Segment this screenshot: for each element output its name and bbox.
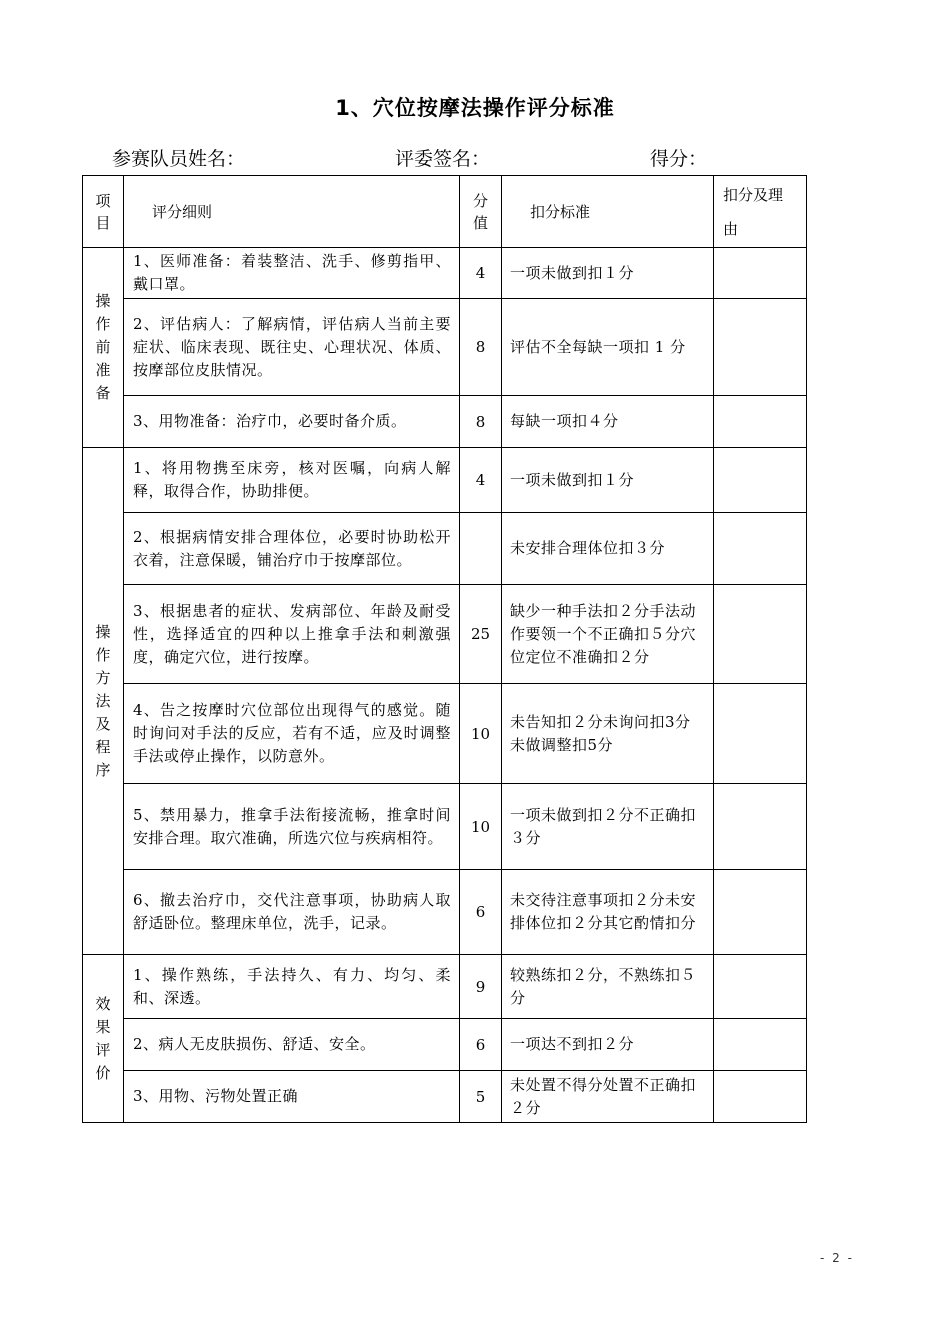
category-label: 操作前准备 bbox=[95, 292, 111, 402]
reason-cell[interactable] bbox=[714, 1019, 807, 1071]
detail-cell: 2、评估病人：了解病情，评估病人当前主要症状、临床表现、既往史、心理状况、体质、按摩部位皮肤情况。 bbox=[124, 299, 460, 396]
reason-cell[interactable] bbox=[714, 248, 807, 299]
detail-cell: 1、操作熟练，手法持久、有力、均匀、柔和、深透。 bbox=[124, 955, 460, 1019]
header-detail: 评分细则 bbox=[124, 176, 460, 248]
table-row bbox=[83, 684, 807, 784]
header-reason: 扣分及理由 bbox=[714, 176, 807, 248]
score-cell: 4 bbox=[460, 248, 502, 299]
score-cell: 10 bbox=[460, 784, 502, 870]
table-row bbox=[83, 784, 807, 870]
score-cell: 10 bbox=[460, 684, 502, 784]
reason-cell[interactable] bbox=[714, 784, 807, 870]
reason-cell[interactable] bbox=[714, 299, 807, 396]
header-item: 项目 bbox=[83, 176, 124, 248]
table-row bbox=[83, 870, 807, 955]
header-standard: 扣分标准 bbox=[502, 176, 714, 248]
score-cell bbox=[460, 513, 502, 585]
standard-cell: 未安排合理体位扣３分 bbox=[502, 513, 714, 585]
score-label: 得分： bbox=[650, 148, 708, 170]
header-score: 分值 bbox=[460, 176, 502, 248]
table-row bbox=[83, 513, 807, 585]
table-header-row bbox=[83, 176, 807, 248]
detail-cell: 3、用物准备：治疗巾，必要时备介质。 bbox=[124, 396, 460, 448]
standard-cell: 较熟练扣２分，不熟练扣５分 bbox=[502, 955, 714, 1019]
category-label: 效果评价 bbox=[95, 994, 111, 1082]
table-row bbox=[83, 396, 807, 448]
score-cell: 4 bbox=[460, 448, 502, 513]
page-title: 1、穴位按摩法操作评分标准 bbox=[335, 96, 615, 120]
table-row bbox=[83, 955, 807, 1019]
detail-cell: 6、撤去治疗巾，交代注意事项，协助病人取舒适卧位。整理床单位，洗手，记录。 bbox=[124, 870, 460, 955]
standard-cell: 一项未做到扣１分 bbox=[502, 448, 714, 513]
reason-cell[interactable] bbox=[714, 448, 807, 513]
reason-cell[interactable] bbox=[714, 396, 807, 448]
standard-cell: 一项未做到扣２分不正确扣３分 bbox=[502, 784, 714, 870]
standard-cell: 缺少一种手法扣２分手法动作要领一个不正确扣５分穴位定位不准确扣２分 bbox=[502, 585, 714, 684]
detail-cell: 3、根据患者的症状、发病部位、年龄及耐受性，选择适宜的四种以上推拿手法和刺激强度，确定穴位，进行按摩。 bbox=[124, 585, 460, 684]
score-cell: 8 bbox=[460, 396, 502, 448]
score-cell: 6 bbox=[460, 870, 502, 955]
table-row bbox=[83, 299, 807, 396]
scoring-table bbox=[82, 175, 807, 1123]
standard-cell: 一项达不到扣２分 bbox=[502, 1019, 714, 1071]
reason-cell[interactable] bbox=[714, 585, 807, 684]
standard-cell: 未处置不得分处置不正确扣２分 bbox=[502, 1071, 714, 1123]
page-number: - 2 - bbox=[820, 1251, 854, 1265]
score-cell: 25 bbox=[460, 585, 502, 684]
table-row bbox=[83, 448, 807, 513]
reason-cell[interactable] bbox=[714, 955, 807, 1019]
detail-cell: 5、禁用暴力，推拿手法衔接流畅，推拿时间安排合理。取穴准确，所选穴位与疾病相符。 bbox=[124, 784, 460, 870]
category-label: 操作方法及程序 bbox=[95, 622, 111, 779]
score-cell: 6 bbox=[460, 1019, 502, 1071]
table-row bbox=[83, 1071, 807, 1123]
standard-cell: 一项未做到扣１分 bbox=[502, 248, 714, 299]
detail-cell: 3、用物、污物处置正确 bbox=[124, 1071, 460, 1123]
score-cell: 5 bbox=[460, 1071, 502, 1123]
contestant-name-label: 参赛队员姓名： bbox=[112, 148, 246, 170]
reason-cell[interactable] bbox=[714, 513, 807, 585]
standard-cell: 未交待注意事项扣２分未安排体位扣２分其它酌情扣分 bbox=[502, 870, 714, 955]
category-cell bbox=[83, 248, 124, 448]
score-cell: 9 bbox=[460, 955, 502, 1019]
table-row bbox=[83, 585, 807, 684]
detail-cell: 2、病人无皮肤损伤、舒适、安全。 bbox=[124, 1019, 460, 1071]
detail-cell: 1、医师准备：着装整洁、洗手、修剪指甲、戴口罩。 bbox=[124, 248, 460, 299]
table-row bbox=[83, 248, 807, 299]
judge-signature-label: 评委签名： bbox=[395, 148, 491, 170]
detail-cell: 2、根据病情安排合理体位，必要时协助松开衣着，注意保暖，铺治疗巾于按摩部位。 bbox=[124, 513, 460, 585]
standard-cell: 未告知扣２分未询问扣3分未做调整扣5分 bbox=[502, 684, 714, 784]
standard-cell: 每缺一项扣４分 bbox=[502, 396, 714, 448]
standard-cell: 评估不全每缺一项扣 1 分 bbox=[502, 299, 714, 396]
table-row bbox=[83, 1019, 807, 1071]
detail-cell: 1、将用物携至床旁，核对医嘱，向病人解释，取得合作，协助排便。 bbox=[124, 448, 460, 513]
reason-cell[interactable] bbox=[714, 1071, 807, 1123]
reason-cell[interactable] bbox=[714, 684, 807, 784]
category-cell bbox=[83, 448, 124, 955]
detail-cell: 4、告之按摩时穴位部位出现得气的感觉。随时询问对手法的反应，若有不适，应及时调整手法或停止操作，以防意外。 bbox=[124, 684, 460, 784]
score-cell: 8 bbox=[460, 299, 502, 396]
reason-cell[interactable] bbox=[714, 870, 807, 955]
category-cell bbox=[83, 955, 124, 1123]
